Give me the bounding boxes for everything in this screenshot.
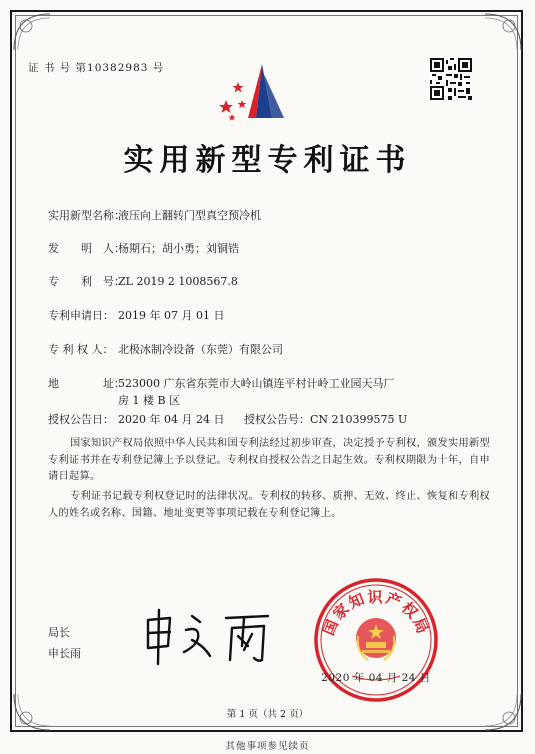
field-label: 地 址： [48,377,125,390]
field-value: 杨期石；胡小勇；刘铜锆 [118,242,239,255]
utility-model-name-field [48,207,261,223]
cnipa-logo-icon [212,60,302,122]
address-field [48,375,395,391]
address-line-2: 房 1 楼 B 区 [118,394,181,407]
corner-ornament-icon [483,12,523,52]
qr-code-icon [430,58,472,100]
publication-info [48,411,407,427]
signatory-title: 局长 [48,626,70,639]
footer-note: 其他事项参见续页 [225,741,310,752]
seal-text: 国家知识产权局 [319,588,433,638]
certificate-title: 实用新型专利证书 [123,143,412,178]
field-label: 发 明 人： [48,242,125,255]
certificate-number: 证 书 号 第10382983 号 [28,62,165,74]
grant-statement: 国家知识产权局依照中华人民共和国专利法经过初步审查，决定授予专利权，颁发实用新型专利证书并在专利登记簿上予以登记。专利权自授权公告之日起生效。专利权期限为十年，自申请日起算。 [48,438,490,482]
signatory-name: 申长雨 [48,647,81,660]
seal-date: 2020 年 04 月 24 日 [321,672,431,684]
field-label: 实用新型名称： [48,209,125,222]
patentee-field [48,341,283,357]
legal-status-note: 专利证书记载专利权登记时的法律状况。专利权的转移、质押、无效、终止、恢复和专利权人的姓名或名称、国籍、地址变更等事项记载在专利登记簿上。 [48,491,490,519]
field-label: 专 利 号： [48,275,125,288]
field-label: 专利申请日： [48,309,114,322]
publication-date-label: 授权公告日： [48,413,114,426]
field-value: 液压向上翻转门型真空预冷机 [118,209,261,222]
corner-ornament-icon [12,12,52,52]
patent-number-field [48,273,238,289]
publication-number-value: CN 210399575 U [310,413,408,426]
handwritten-signature-icon [140,606,280,666]
publication-number-label: 授权公告号： [244,413,310,426]
field-value: ZL 2019 2 1008567.8 [118,275,238,288]
page-number: 第 1 页（共 2 页） [226,709,309,720]
inventor-field [48,240,239,256]
field-value: 2019 年 07 月 01 日 [118,309,225,322]
field-value: 523000 广东省东莞市大岭山镇连平村计岭工业园天马厂 [118,377,395,390]
application-date-field [48,307,224,323]
publication-date-value: 2020 年 04 月 24 日 [118,413,225,426]
field-value: 北极冰制冷设备（东莞）有限公司 [118,343,283,356]
field-label: 专 利 权 人： [48,343,114,356]
